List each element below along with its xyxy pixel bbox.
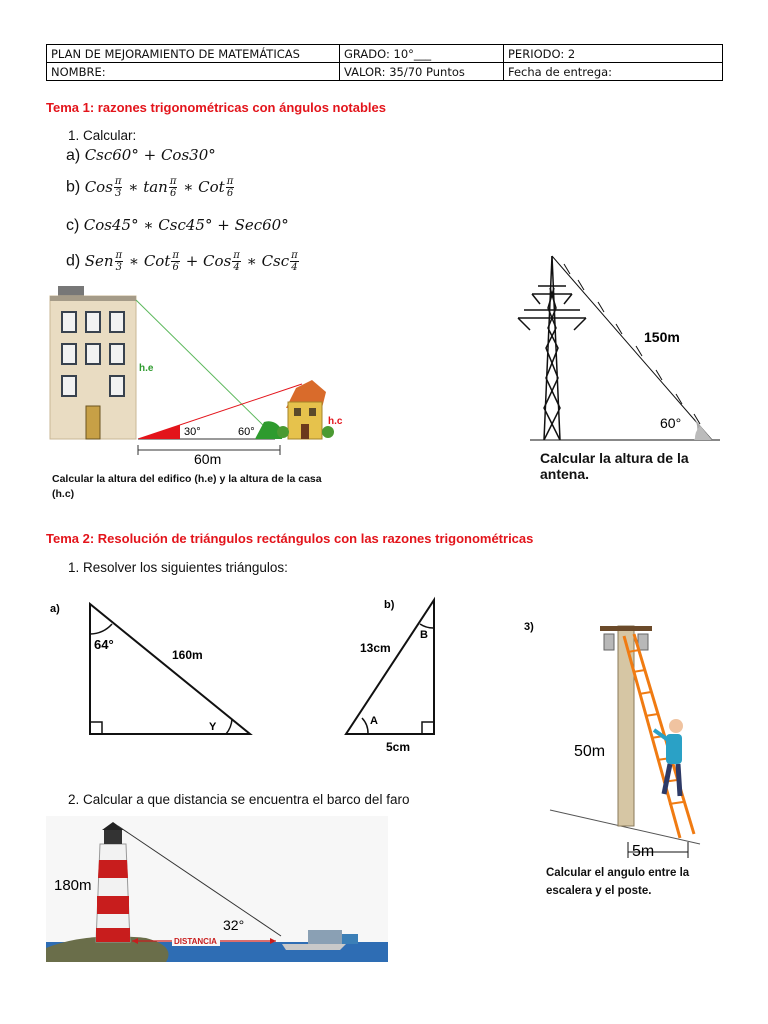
triangle-b-hyp: 13cm: [360, 641, 391, 655]
header-nombre: NOMBRE:: [47, 63, 340, 81]
ladder-base: 5m: [632, 843, 655, 860]
lighthouse: [96, 844, 130, 942]
exercise-d-label: d): [66, 252, 81, 270]
antenna-figure: [510, 248, 725, 448]
angle-30-label: 30°: [184, 426, 201, 438]
triangle-b-B: B: [420, 629, 428, 641]
tema2-title: Tema 2: Resolución de triángulos rectángulos con las razones trigonométricas: [46, 531, 534, 546]
ladder-figure: [520, 606, 720, 862]
header-title: PLAN DE MEJORAMIENTO DE MATEMÁTICAS: [47, 45, 340, 63]
triangle-b-label: b): [384, 599, 395, 611]
tema2-item2: 2. Calcular a que distancia se encuentra el barco del faro: [68, 792, 410, 807]
ladder-height: 50m: [574, 743, 606, 760]
hc-label: h.c: [328, 416, 343, 427]
green-sight-line: [136, 300, 268, 430]
pole: [618, 626, 634, 826]
worker: [669, 719, 683, 733]
building-door: [86, 406, 100, 439]
antenna-length-label: 150m: [644, 329, 680, 345]
tema1-item: 1. Calcular:: [68, 128, 137, 143]
exercise-c-expr: Cos45° ∗ Csc45° + Sec60°: [83, 216, 289, 234]
he-label: h.e: [139, 363, 154, 374]
distancia-label: DISTANCIA: [174, 937, 217, 946]
exercise-c-label: c): [66, 217, 80, 234]
lighthouse-height: 180m: [54, 877, 92, 894]
exercise-c: [66, 216, 289, 235]
exercise-a-expr: Csc60° + Cos30°: [84, 146, 216, 164]
tema2-item1: 1. Resolver los siguientes triángulos:: [68, 560, 288, 575]
exercise-a-label: a): [66, 147, 81, 164]
building-caption: Calcular la altura del edifico (h.e) y la altura de la casa (h.c): [52, 473, 322, 500]
triangle-a-figure: [50, 596, 260, 742]
exercise-b-label: b): [66, 178, 81, 196]
header-fecha: Fecha de entrega:: [504, 63, 723, 81]
header-valor: VALOR: 35/70 Puntos: [340, 63, 504, 81]
exercise-b: b) Cos $\frac{\pi}{3}$ ∗ tan $\frac{\pi}{6}$ ∗ Cot $\frac{\pi}{6}$: [66, 176, 234, 199]
triangle-a-hyp: 160m: [172, 648, 203, 662]
rooftop-box: [58, 286, 84, 296]
ladder-caption: Calcular el angulo entre la escalera y el poste.: [546, 867, 690, 897]
triangle-a-label: a): [50, 603, 60, 615]
lighthouse-figure: [46, 816, 388, 962]
triangle-b-base: 5cm: [386, 740, 411, 754]
header-grado: GRADO: 10°___: [340, 45, 504, 63]
header-periodo: PERIODO: 2: [504, 45, 723, 63]
triangle-b-figure: [340, 596, 450, 756]
boat: [282, 944, 346, 950]
angle-60-label: 60°: [238, 426, 255, 438]
antenna-caption: Calcular la altura de la antena.: [540, 450, 689, 482]
triangle-a-angle: 64°: [94, 637, 114, 652]
lighthouse-angle: 32°: [223, 917, 245, 933]
tema1-title: Tema 1: razones trigonométricas con ángulos notables: [46, 100, 386, 115]
guy-wire: [552, 256, 712, 440]
triangle-a-y: Y: [209, 721, 217, 733]
antenna-angle-label: 60°: [660, 415, 682, 431]
exercise-d: d) Sen $\frac{\pi}{3}$ ∗ Cot $\frac{\pi}{6}$ + Cos $\frac{\pi}{4}$ ∗ Csc $\frac{\pi}{4}$: [66, 250, 298, 273]
distance-label: 60m: [194, 451, 222, 467]
building-figure: [50, 284, 343, 470]
exercise-a: [66, 146, 216, 165]
triangle-b-A: A: [370, 715, 378, 727]
ladder-label: 3): [524, 621, 534, 633]
header-table: [46, 44, 723, 81]
